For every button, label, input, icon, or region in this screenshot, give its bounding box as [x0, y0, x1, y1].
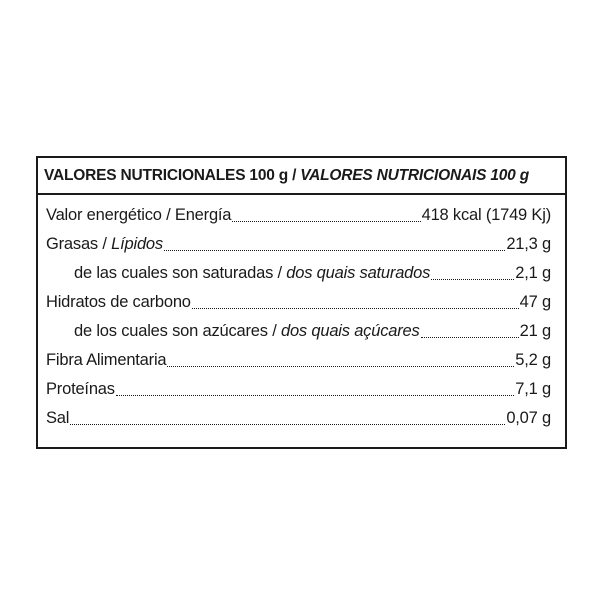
- row-fiber: [46, 346, 551, 375]
- nutrient-name: Sal: [46, 409, 70, 427]
- header-spanish: VALORES NUTRICIONALES 100 g: [44, 166, 289, 184]
- nutrient-name: Proteínas: [46, 380, 115, 398]
- table-header: [38, 158, 565, 195]
- dot-leader: [232, 220, 420, 222]
- nutrient-value: 2,1 g: [515, 264, 551, 282]
- dot-leader: [164, 249, 505, 251]
- nutrient-name: Valor energético / Energía: [46, 206, 232, 224]
- nutrient-rows: [38, 195, 565, 433]
- dot-leader: [116, 394, 514, 396]
- nutrient-value: 7,1 g: [515, 380, 551, 398]
- nutrition-table: [36, 156, 567, 449]
- header-portuguese: VALORES NUTRICIONAIS 100 g: [300, 166, 529, 184]
- nutrient-name: Fibra Alimentaria: [46, 351, 167, 369]
- nutrient-value: 47 g: [519, 293, 551, 311]
- dot-leader: [431, 278, 514, 280]
- nutrient-value: 21 g: [519, 322, 551, 340]
- nutrient-value: 418 kcal (1749 Kj): [421, 206, 551, 224]
- dot-leader: [421, 336, 519, 338]
- nutrient-value: 21,3 g: [506, 235, 551, 253]
- row-fat: [46, 230, 551, 259]
- row-protein: [46, 375, 551, 404]
- row-energy: [46, 201, 551, 230]
- nutrient-name: Grasas / Lípidos: [46, 235, 163, 253]
- nutrient-name: de los cuales son azúcares / dos quais açúcares: [74, 322, 420, 340]
- nutrient-value: 0,07 g: [506, 409, 551, 427]
- row-carbohydrates: [46, 288, 551, 317]
- row-sugars: [46, 317, 551, 346]
- dot-leader: [70, 423, 505, 425]
- nutrient-name: Hidratos de carbono: [46, 293, 191, 311]
- nutrient-value: 5,2 g: [515, 351, 551, 369]
- row-salt: [46, 404, 551, 433]
- row-saturated-fat: [46, 259, 551, 288]
- dot-leader: [167, 365, 514, 367]
- nutrient-name: de las cuales son saturadas / dos quais saturados: [74, 264, 431, 282]
- header-separator: /: [292, 166, 297, 184]
- dot-leader: [192, 307, 519, 309]
